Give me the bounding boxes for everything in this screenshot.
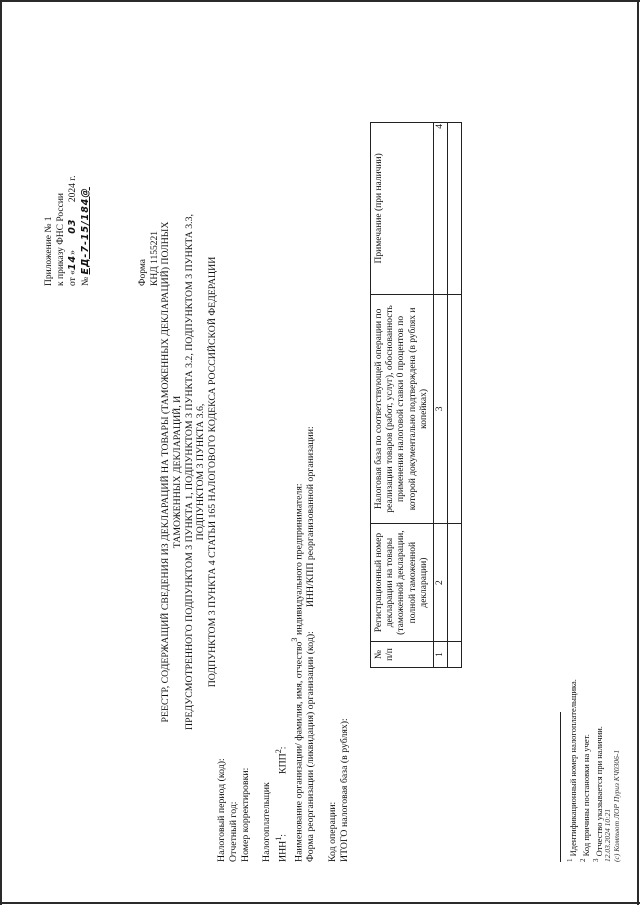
- field-org-name-label: Наименование организации/ фамилия, имя, отчество: [293, 641, 305, 862]
- field-inn: ИНН$^1$:: [274, 833, 289, 862]
- title-line-3: ПОДПУНКТОМ 3 ПУНКТА 4 СТАТЬИ 165 НАЛОГОВОГО КОДЕКСА РОССИЙСКОЙ ФЕДЕРАЦИИ: [207, 256, 219, 688]
- empty-cell: [448, 294, 462, 524]
- field-tax-period: Налоговый период (код):: [216, 758, 227, 862]
- form-label: Форма: [138, 258, 148, 286]
- empty-cell: [448, 123, 462, 295]
- field-reorg-inn: ИНН/КПП реорганизованной организации:: [305, 426, 317, 608]
- appendix-line-1: Приложение № 1: [44, 216, 54, 286]
- form-knd: КНД 1155221: [149, 231, 160, 286]
- print-stamp-1: 12.03.2024 10:21: [603, 808, 613, 862]
- scan-edge-bottom: [0, 902, 640, 904]
- footnote-rule: [560, 712, 561, 862]
- field-taxpayer: Налогоплательщик: [261, 782, 273, 862]
- footnotes: [560, 502, 621, 862]
- appendix-date-prefix: от «: [68, 270, 78, 286]
- header-note: Примечание (при наличии): [371, 123, 434, 295]
- table-header-row: [371, 123, 434, 668]
- appendix-date-year: 2024 г.: [68, 175, 78, 203]
- title-line-1: РЕЕСТР, СОДЕРЖАЩИЙ СВЕДЕНИЯ ИЗ ДЕКЛАРАЦИЙ НА ТОВАРЫ (ТАМОЖЕННЫХ ДЕКЛАРАЦИЙ) ПОЛНЫХ ТАМОЖЕННЫХ ДЕКЛАРАЦИЙ, И: [160, 221, 183, 723]
- field-inn-label: ИНН: [277, 840, 289, 862]
- field-inn-sup: 1: [274, 836, 284, 841]
- column-number-3: 3: [434, 294, 448, 524]
- field-kpp-sup: 2: [274, 749, 284, 754]
- rotated-content: [20, 22, 620, 882]
- footnote-2: $^2$ Код причины постановки на учет.: [578, 734, 591, 862]
- footnote-2-text: Код причины постановки на учет.: [580, 734, 591, 857]
- field-org-name: [289, 302, 305, 862]
- column-number-4: 4: [434, 123, 448, 295]
- title-line-2: ПРЕДУСМОТРЕННОГО ПОДПУНКТОМ 3 ПУНКТА 1, ПОДПУНКТОМ 3 ПУНКТА 3.2, ПОДПУНКТОМ 3 ПУНКТА 3.3, ПОДПУНКТОМ 3 ПУНКТА 3.6,: [183, 214, 207, 730]
- appendix-line-2: к приказу ФНС России: [55, 193, 66, 286]
- document-title: [160, 192, 219, 752]
- appendix-date-month: 03: [67, 218, 78, 234]
- form-block: [138, 231, 161, 286]
- column-number-2: 2: [434, 524, 448, 642]
- header-tax-base: Налоговая база по соответствующей операции по реализации товаров (работ, услуг), обоснованность применения налоговой ставки 0 процентов по которой документально подтверждена (в рублях и копейках): [371, 294, 434, 524]
- field-inn-kpp-row: [273, 302, 289, 862]
- field-kpp: КПП$^2$:: [274, 746, 289, 774]
- header-fields: [216, 302, 351, 862]
- field-reorg-form: Форма реорганизации (ликвидация) организации (код):: [305, 631, 317, 862]
- column-number-1: 1: [434, 642, 448, 668]
- footnote-3-text: Отчество указывается при наличии.: [593, 726, 604, 857]
- scan-edge-left: [0, 0, 2, 905]
- field-op-code: Код операции:: [327, 801, 339, 862]
- table-row: [448, 123, 462, 668]
- header-declaration-number: Регистрационный номер декларации на товары (таможенной декларации, полной таможенной декларации): [371, 524, 434, 642]
- scan-edge-top: [0, 0, 640, 2]
- field-org-name-tail: индивидуального предпринимателя:: [293, 483, 305, 638]
- register-table: [370, 122, 462, 668]
- appendix-line-4: [80, 56, 93, 286]
- appendix-block: [44, 56, 92, 286]
- field-report-year: Отчетный год:: [227, 801, 239, 862]
- appendix-number-value: ЕД-7-15/184@: [79, 187, 91, 275]
- empty-cell: [448, 642, 462, 668]
- appendix-date-day: 14: [67, 254, 78, 271]
- appendix-number-prefix: №: [80, 276, 91, 286]
- footnote-3: $^3$ Отчество указывается при наличии.: [591, 726, 604, 862]
- field-org-name-sup: 3: [290, 637, 300, 642]
- appendix-line-3: [67, 56, 80, 286]
- empty-cell: [448, 524, 462, 642]
- field-kpp-label: КПП: [277, 753, 289, 774]
- table-row: [434, 123, 448, 668]
- field-correction-number: Номер корректировки:: [239, 767, 251, 862]
- scan-edge-right: [637, 0, 639, 905]
- field-total-base: ИТОГО налоговая база (в рублях):: [338, 718, 350, 862]
- header-number: № п/п: [371, 642, 434, 668]
- footnote-1-text: Идентификационный номер налогоплательщика.: [567, 679, 578, 857]
- print-stamp-2: (c) Компьют ЛОР Пуриз КЧ0306-1: [612, 749, 622, 862]
- footnote-1: $^1$ Идентификационный номер налогоплательщика.: [566, 679, 578, 862]
- field-reorg-row: [305, 302, 317, 862]
- appendix-date-mid: »: [68, 250, 78, 255]
